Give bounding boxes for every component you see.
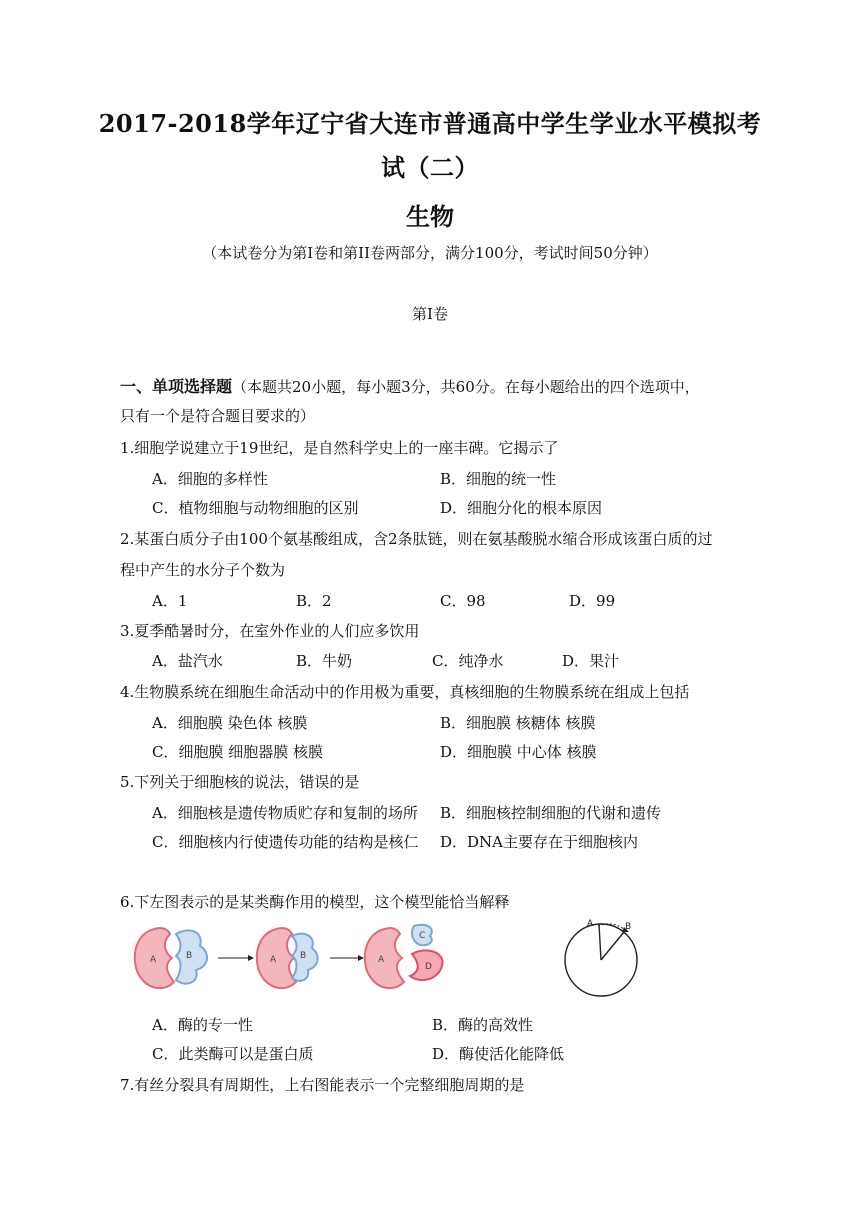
question-1-option-c: C．植物细胞与动物细胞的区别 bbox=[152, 499, 359, 517]
question-3-option-b: B．牛奶 bbox=[296, 652, 353, 670]
question-1-option-a: A．细胞的多样性 bbox=[152, 470, 268, 488]
question-5-stem: 5.下列关于细胞核的说法，错误的是 bbox=[120, 773, 360, 791]
question-2-option-a: A．1 bbox=[152, 592, 188, 610]
question-4-option-c: C．细胞膜 细胞器膜 核膜 bbox=[152, 743, 324, 761]
question-4-option-b: B．细胞膜 核糖体 核膜 bbox=[440, 714, 596, 732]
cell-cycle-figure bbox=[556, 914, 656, 1004]
enzyme-label: B bbox=[300, 951, 307, 961]
enzyme-model-figure bbox=[130, 918, 460, 998]
question-4-stem: 4.生物膜系统在细胞生命活动中的作用极为重要，真核细胞的生物膜系统在组成上包括 bbox=[120, 683, 690, 701]
cycle-radius-b bbox=[601, 932, 624, 960]
question-3-option-d: D．果汁 bbox=[562, 652, 620, 670]
exam-title-line1: 2017-2018学年辽宁省大连市普通高中学生学业水平模拟考 bbox=[98, 109, 762, 138]
section-desc: （本题共20小题，每小题3分，共60分。在每小题给出的四个选项中， bbox=[232, 378, 700, 396]
question-1-option-b: B．细胞的统一性 bbox=[440, 470, 557, 488]
part-title: 第I卷 bbox=[412, 305, 448, 323]
exam-title-line2: 试（二） bbox=[381, 153, 479, 182]
question-1-stem: 1.细胞学说建立于19世纪，是自然科学史上的一座丰碑。它揭示了 bbox=[120, 439, 559, 457]
question-5-option-d: D．DNA主要存在于细胞核内 bbox=[440, 833, 639, 851]
question-6-option-d: D．酶使活化能降低 bbox=[432, 1045, 565, 1063]
exam-note: （本试卷分为第I卷和第II卷两部分，满分100分，考试时间50分钟） bbox=[202, 244, 658, 262]
subject-title: 生物 bbox=[406, 202, 454, 231]
question-5-option-c: C．细胞核内行使遗传功能的结构是核仁 bbox=[152, 833, 419, 851]
question-6-option-c: C．此类酶可以是蛋白质 bbox=[152, 1045, 314, 1063]
section-heading-line bbox=[120, 374, 700, 397]
enzyme-a-shape-3 bbox=[365, 928, 404, 988]
enzyme-label: A bbox=[378, 955, 385, 965]
question-6-stem: 6.下左图表示的是某类酶作用的模型，这个模型能恰当解释 bbox=[120, 893, 510, 911]
question-6-option-b: B．酶的高效性 bbox=[432, 1016, 534, 1034]
question-3-stem: 3.夏季酷暑时分，在室外作业的人们应多饮用 bbox=[120, 622, 420, 640]
enzyme-label: D bbox=[425, 962, 432, 972]
section-desc-line2: 只有一个是符合题目要求的） bbox=[120, 407, 316, 425]
question-5-option-a: A．细胞核是遗传物质贮存和复制的场所 bbox=[152, 804, 418, 822]
reaction-arrow-2-head bbox=[358, 955, 364, 961]
question-7-stem: 7.有丝分裂具有周期性，上右图能表示一个完整细胞周期的是 bbox=[120, 1076, 525, 1094]
reaction-arrow-1-head bbox=[248, 955, 254, 961]
enzyme-label: A bbox=[270, 955, 277, 965]
question-2-option-b: B．2 bbox=[296, 592, 332, 610]
question-3-option-c: C．纯净水 bbox=[432, 652, 504, 670]
section-heading: 一、单项选择题 bbox=[120, 377, 233, 396]
cycle-label-a: A bbox=[587, 919, 594, 929]
question-6-option-a: A．酶的专一性 bbox=[152, 1016, 253, 1034]
question-2-option-c: C．98 bbox=[440, 592, 486, 610]
question-4-option-d: D．细胞膜 中心体 核膜 bbox=[440, 743, 597, 761]
enzyme-label: B bbox=[186, 951, 193, 961]
question-2-stem-line1: 2.某蛋白质分子由100个氨基酸组成，含2条肽链，则在氨基酸脱水缩合形成该蛋白质的过 bbox=[120, 530, 713, 548]
question-3-option-a: A．盐汽水 bbox=[152, 652, 223, 670]
question-5-option-b: B．细胞核控制细胞的代谢和遗传 bbox=[440, 804, 662, 822]
cycle-label-b: B bbox=[625, 922, 632, 932]
question-4-option-a: A．细胞膜 染色体 核膜 bbox=[152, 714, 308, 732]
question-2-stem-line2: 程中产生的水分子个数为 bbox=[120, 561, 286, 579]
enzyme-label: C bbox=[419, 931, 426, 941]
question-2-option-d: D．99 bbox=[569, 592, 616, 610]
enzyme-a-shape-2 bbox=[257, 928, 296, 988]
question-1-option-d: D．细胞分化的根本原因 bbox=[440, 499, 603, 517]
enzyme-label: A bbox=[150, 955, 157, 965]
cycle-radius-a bbox=[599, 924, 601, 960]
